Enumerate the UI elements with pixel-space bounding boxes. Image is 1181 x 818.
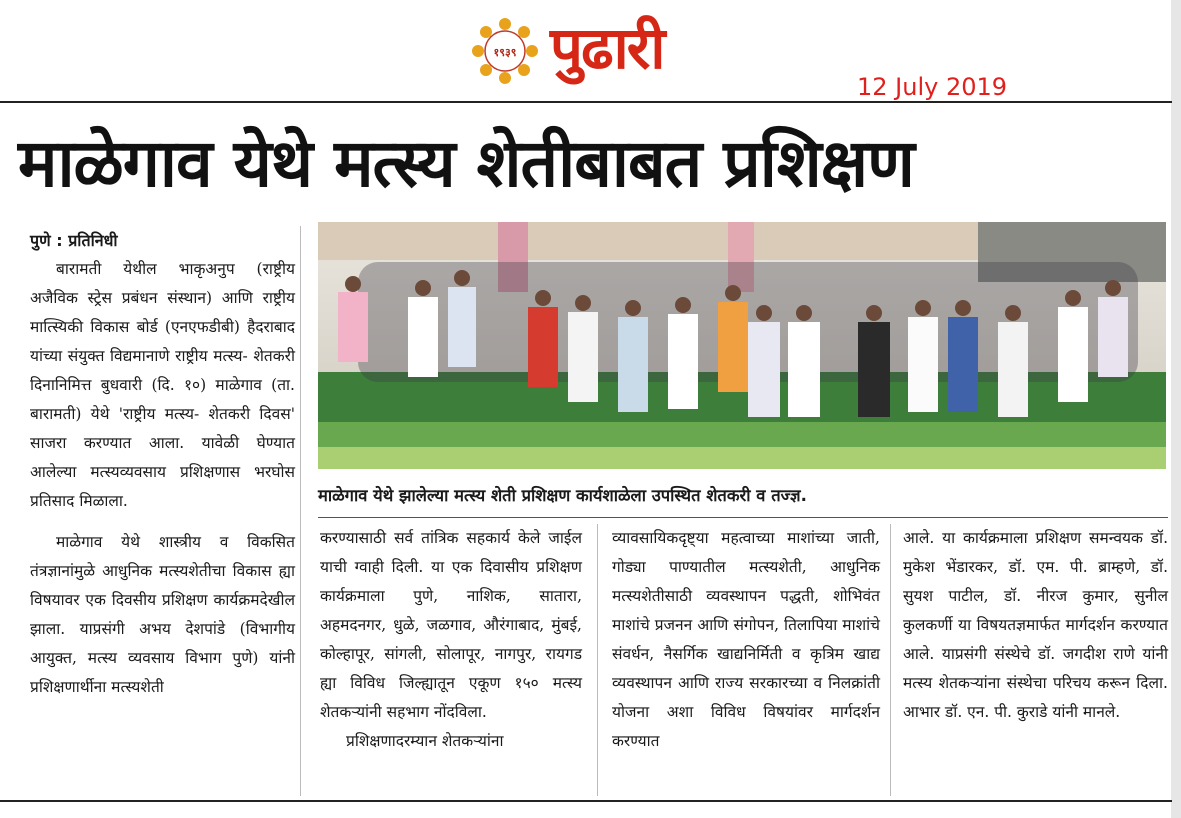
- article-column-2: [320, 524, 582, 756]
- column-divider: [597, 524, 598, 796]
- masthead: [470, 14, 710, 88]
- article-column-3: [612, 524, 880, 756]
- scrollbar[interactable]: [1171, 0, 1181, 818]
- column2-paragraph-2: प्रशिक्षणादरम्यान शेतकऱ्यांना: [346, 732, 504, 750]
- newspaper-logo: पुढारी: [550, 14, 664, 82]
- column4-paragraph-1: आले. या कार्यक्रमाला प्रशिक्षण समन्वयक डॉ. मुकेश भेंडारकर, डॉ. एम. पी. ब्राम्हणे, डॉ. सुयश पाटील, डॉ. नीरज कुमार, सुनील कुलकर्णी या विषयतज्ञमार्फत मार्गदर्शन करण्यात आले. याप्रसंगी संस्थेचे डॉ. जगदीश राणे यांनी मत्स्य शेतकऱ्यांना संस्थेचा परिचय करून दिला. आभार डॉ. एन. पी. कुराडे यांनी मानले.: [903, 529, 1168, 721]
- dateline: पुणे : प्रतिनिधी: [30, 231, 118, 250]
- column1-paragraph-2: माळेगाव येथे शास्त्रीय व विकसित तंत्रज्ञानांमुळे आधुनिक मत्स्यशेतीचा विकास ह्या विषयावर एक दिवसीय प्रशिक्षण कार्यक्रमदेखील झाला. याप्रसंगी अभय देशपांडे (विभागीय आयुक्त, मत्स्य व्यवसाय विभाग पुणे) यांनी प्रशिक्षणार्थीना मत्स्यशेती: [30, 533, 295, 696]
- column1-paragraph-1: बारामती येथील भाकृअनुप (राष्ट्रीय अजैविक स्ट्रेस प्रबंधन संस्थान) आणि राष्ट्रीय मात्स्यिकी विकास बोर्ड (एनएफडीबी) हैदराबाद यांच्या संयुक्त विद्यमानाणे राष्ट्रीय मत्स्य- शेतकरी दिनानिमित्त बुधवारी (दि. १०) माळेगाव (ता. बारामती) येथे 'राष्ट्रीय मत्स्य- शेतकरी दिवस' साजरा करण्यात आला. यावेळी घेण्यात आलेल्या मत्स्यव्यवसाय प्रशिक्षणास भरघोस प्रतिसाद मिळाला.: [30, 260, 295, 510]
- newspaper-seal-icon: [470, 16, 540, 86]
- group-photo: [318, 222, 1166, 469]
- article-column-4: [903, 524, 1168, 727]
- caption-rule: [318, 517, 1168, 518]
- article-column-1: [30, 226, 295, 702]
- photo-caption: माळेगाव येथे झालेल्या मत्स्य शेती प्रशिक्षण कार्यशाळेला उपस्थित शेतकरी व तज्ज्ञ.: [318, 486, 807, 505]
- bottom-rule: [0, 800, 1172, 802]
- column-divider: [890, 524, 891, 796]
- seal-text: १९३९: [493, 46, 517, 59]
- top-rule: [0, 101, 1172, 103]
- column2-paragraph-1: करण्यासाठी सर्व तांत्रिक सहकार्य केले जाईल याची ग्वाही दिली. या एक दिवासीय प्रशिक्षण कार्यक्रमाला पुणे, नाशिक, सातारा, अहमदनगर, धुळे, जळगाव, औरंगाबाद, मुंबई, कोल्हापूर, सांगली, सोलापूर, नागपुर, रायगड ह्या विविध जिल्ह्यातून एकूण १५० मत्स्य शेतकऱ्यांनी सहभाग नोंदविला.: [320, 529, 582, 721]
- column3-paragraph-1: व्यावसायिकदृष्ट्या महत्वाच्या माशांच्या जाती, गोड्या पाण्यातील मत्स्यशेती, आधुनिक मत्स्यशेतीसाठी व्यवस्थापन पद्धती, शोभिवंत माशांचे प्रजनन आणि संगोपन, तिलापिया माशांचे संवर्धन, नैसर्गिक खाद्यनिर्मिती व कृत्रिम खाद्य व्यवस्थापन आणि राज्य सरकारच्या व निलक्रांती योजना अशा विविध विषयांवर मार्गदर्शन करण्यात: [612, 529, 880, 750]
- article-headline: माळेगाव येथे मत्स्य शेतीबाबत प्रशिक्षण: [18, 125, 914, 202]
- column-divider: [300, 226, 301, 796]
- publication-date: 12 July 2019: [857, 73, 1008, 101]
